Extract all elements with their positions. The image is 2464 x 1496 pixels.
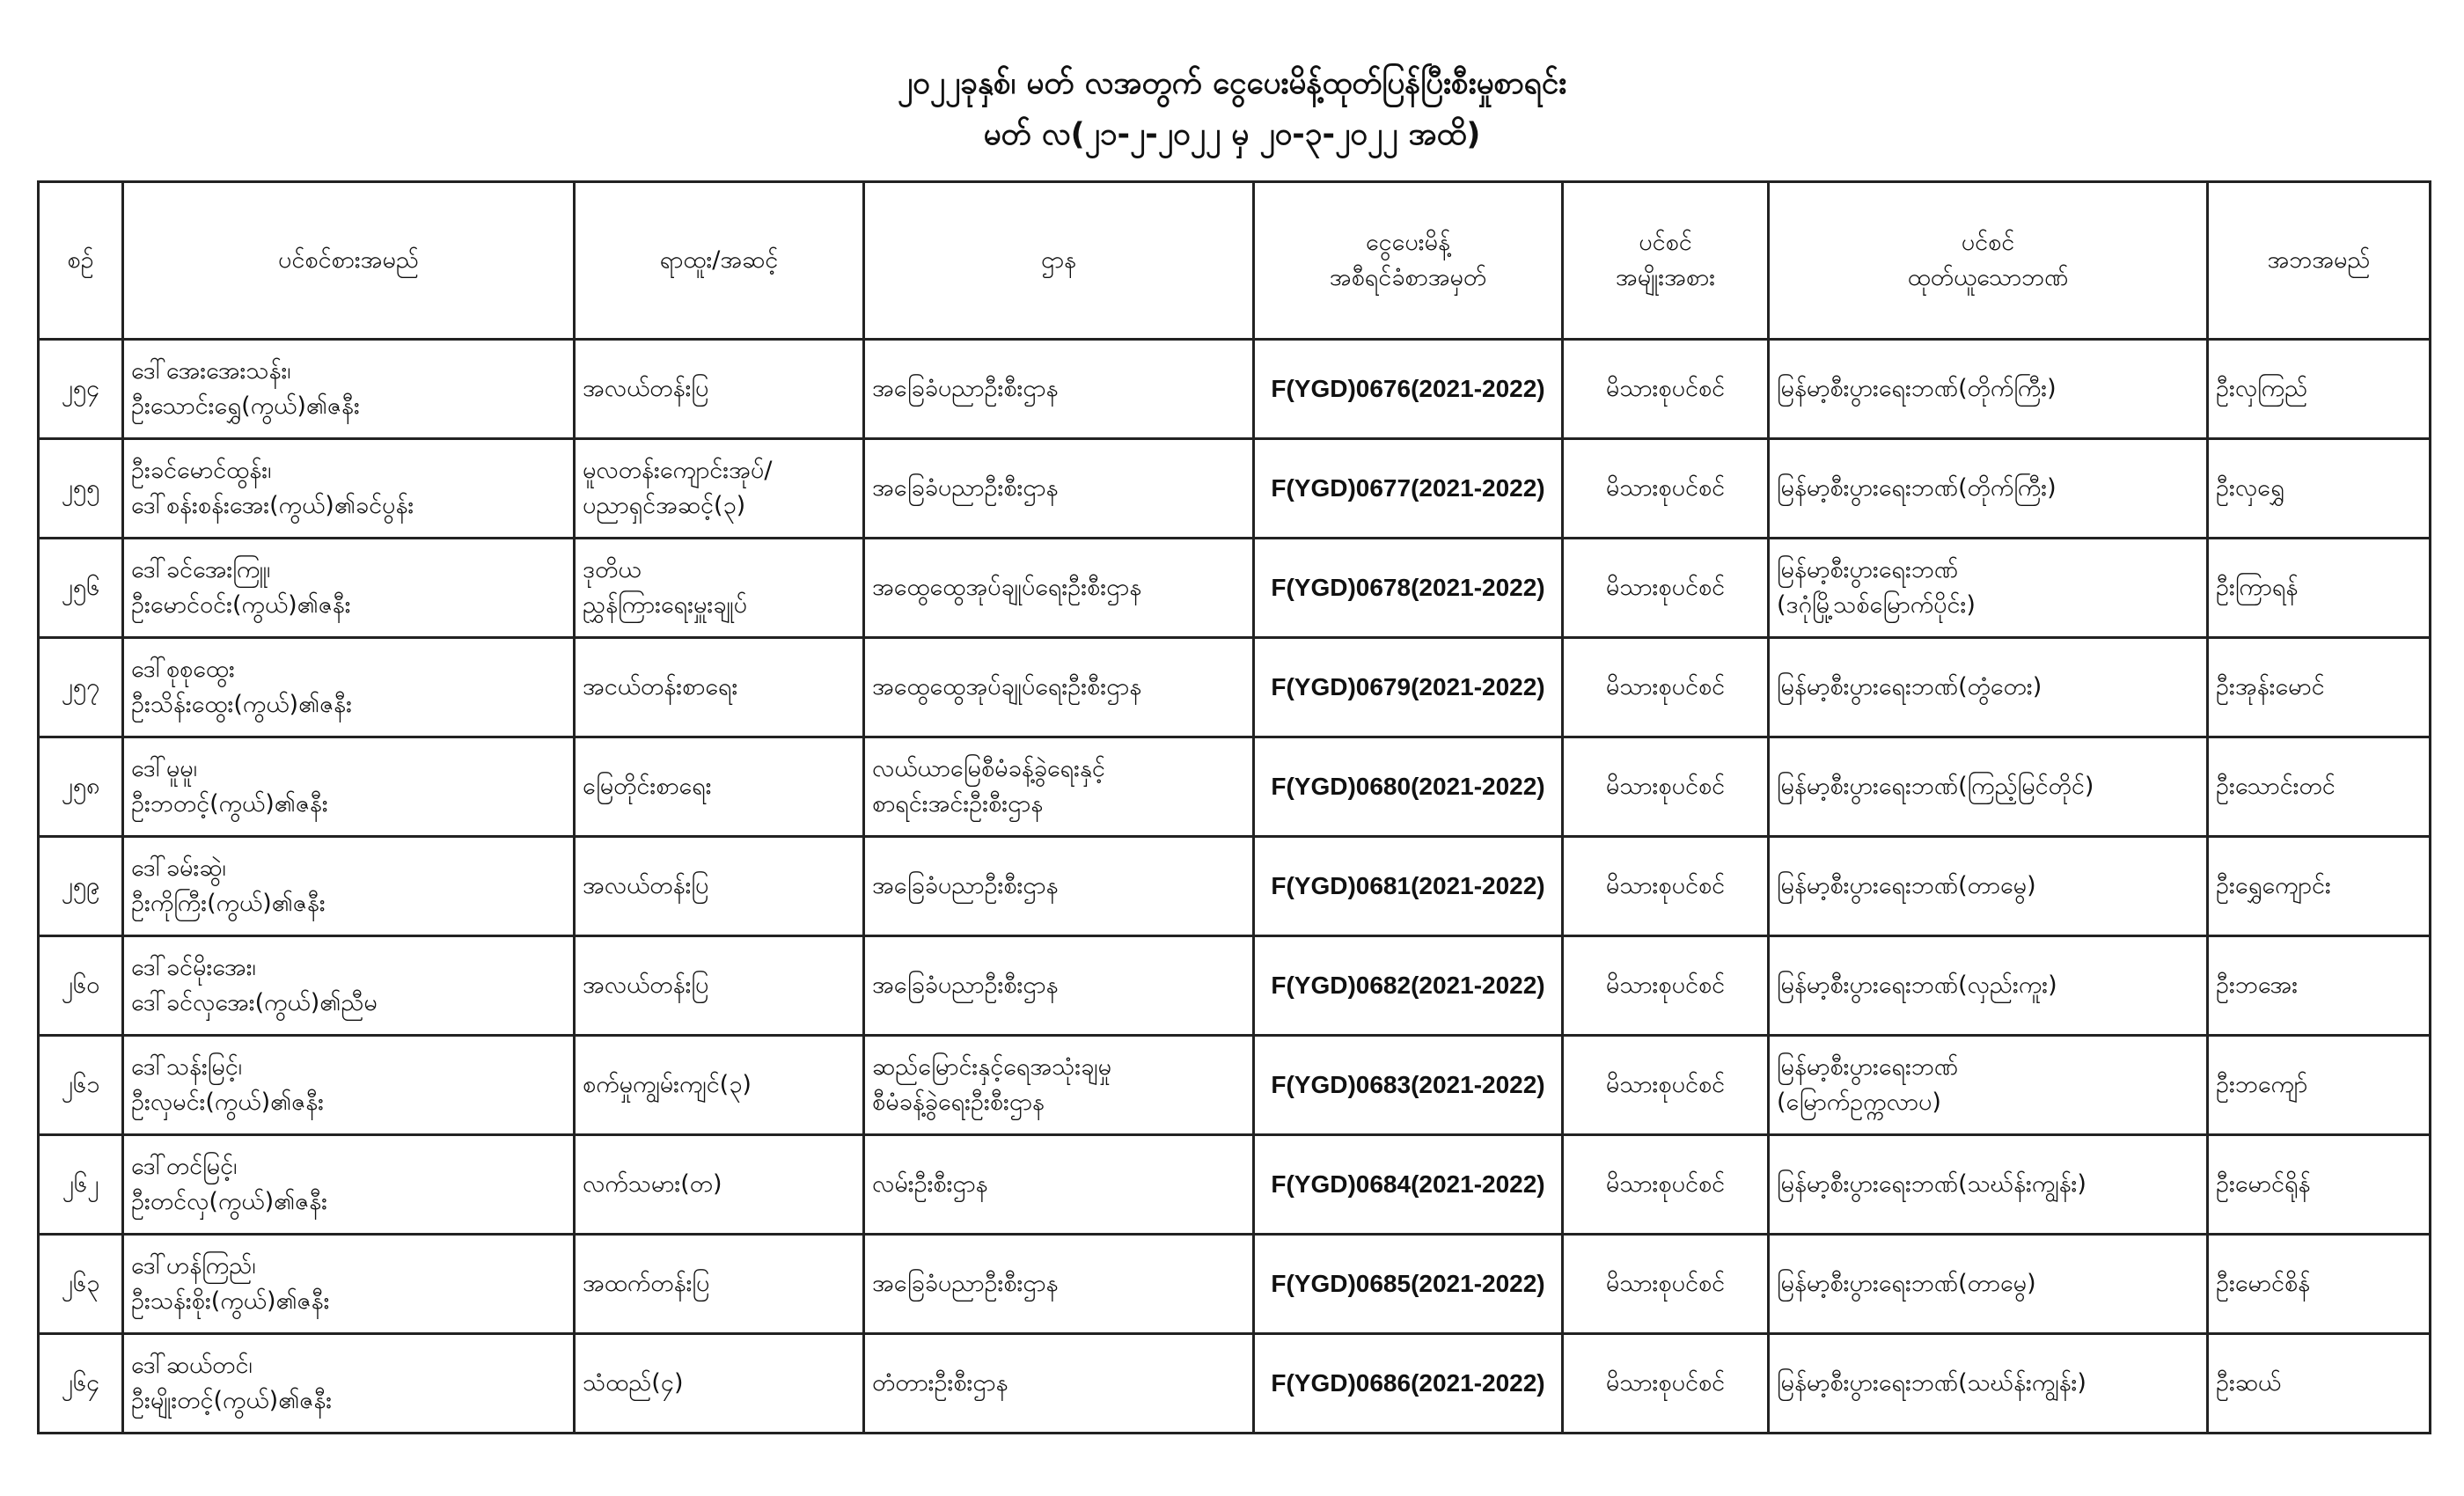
page-title: ၂၀၂၂ခုနှစ်၊ မတ် လအတွက် ငွေပေးမိန့်ထုတ်ပြန်ပြီးစီးမှုစာရင်း <box>897 66 1567 101</box>
bank-cell-line1: မြန်မာ့စီးပွားရေးဘဏ်(တွံတေး) <box>1777 673 2042 700</box>
col-header-father-name: အဘအမည် <box>2208 182 2431 340</box>
father-name: ဦးရွှေကျောင်း <box>2208 837 2431 936</box>
page-header <box>0 58 2464 160</box>
pension-table <box>37 180 2431 1434</box>
department-cell <box>864 1036 1254 1135</box>
row-index: ၂၅၉ <box>39 837 123 936</box>
col-header-bank-line1: ပင်စင် <box>1961 229 2015 256</box>
pensioner-name-line2: ဦးတင်လှ(ကွယ်)၏ဇနီး <box>131 1188 328 1215</box>
bank-cell <box>1769 1036 2208 1135</box>
bank-cell-line1: မြန်မာ့စီးပွားရေးဘဏ်(လှည်းကူး) <box>1777 972 2057 999</box>
pensioner-name-line2: ဦးသောင်းရွှေ(ကွယ်)၏ဇနီး <box>131 392 360 420</box>
pensioner-name <box>123 1036 575 1135</box>
bank-cell-line1: မြန်မာ့စီးပွားရေးဘဏ်(တာမွေ) <box>1777 872 2036 899</box>
row-index: ၂၆၀ <box>39 936 123 1036</box>
col-header-bank-line2: ထုတ်ယူသောဘဏ် <box>1907 264 2069 291</box>
bank-cell <box>1769 837 2208 936</box>
pensioner-name <box>123 936 575 1036</box>
bank-cell-line1: မြန်မာ့စီးပွားရေးဘဏ်(သဃ်န်းကျွန်း) <box>1777 1369 2086 1397</box>
table-body <box>39 340 2431 1434</box>
reference-number: F(YGD)0677(2021-2022) <box>1254 439 1563 539</box>
col-header-name: ပင်စင်စားအမည် <box>123 182 575 340</box>
department-cell <box>864 1235 1254 1334</box>
col-header-pension-type-line2: အမျိုးအစား <box>1615 264 1716 291</box>
col-header-index: စဉ် <box>39 182 123 340</box>
pensioner-name-line1: ဒေါ်မူမူ၊ <box>131 755 197 782</box>
pensioner-name-line2: ဦးဘတင့်(ကွယ်)၏ဇနီး <box>131 790 328 818</box>
pensioner-name-line1: ဒေါ်ဟန်ကြည်၊ <box>131 1252 256 1280</box>
bank-cell <box>1769 340 2208 439</box>
bank-cell-line1: မြန်မာ့စီးပွားရေးဘဏ်(တိုက်ကြီး) <box>1777 375 2057 402</box>
department-cell-line1: အခြေခံပညာဦးစီးဌာန <box>872 1270 1059 1297</box>
col-header-reference-line1: ငွေပေးမိန့် <box>1366 229 1450 256</box>
pension-type: မိသားစုပင်စင် <box>1563 340 1769 439</box>
department-cell-line1: တံတားဦးစီးဌာန <box>872 1369 1008 1397</box>
pension-type: မိသားစုပင်စင် <box>1563 638 1769 737</box>
pensioner-name-line1: ဒေါ်သန်းမြင့်၊ <box>131 1053 243 1081</box>
col-header-rank: ရာထူး/အဆင့် <box>575 182 864 340</box>
col-header-reference <box>1254 182 1563 340</box>
department-cell <box>864 1334 1254 1434</box>
header-row <box>39 182 2431 340</box>
rank-cell-line1: အငယ်တန်းစာရေး <box>583 673 738 700</box>
reference-number: F(YGD)0680(2021-2022) <box>1254 737 1563 837</box>
table-row <box>39 837 2431 936</box>
rank-cell-line1: လက်သမား(တ) <box>583 1170 722 1198</box>
father-name: ဦးမောင်စိန် <box>2208 1235 2431 1334</box>
pension-type: မိသားစုပင်စင် <box>1563 1036 1769 1135</box>
father-name: ဦးမောင်ရိုန် <box>2208 1135 2431 1235</box>
pension-table-container <box>37 180 2429 1434</box>
table-header <box>39 182 2431 340</box>
row-index: ၂၆၂ <box>39 1135 123 1235</box>
pension-type: မိသားစုပင်စင် <box>1563 936 1769 1036</box>
department-cell-line1: လယ်ယာမြေစီမံခန့်ခွဲရေးနှင့် <box>872 755 1105 782</box>
bank-cell-line2: (ဒဂုံမြို့သစ်မြောက်ပိုင်း) <box>1777 591 1976 619</box>
department-cell <box>864 1135 1254 1235</box>
pensioner-name-line2: ဦးလှမင်း(ကွယ်)၏ဇနီး <box>131 1089 325 1116</box>
table-row <box>39 638 2431 737</box>
father-name: ဦးကြာရန် <box>2208 539 2431 638</box>
bank-cell <box>1769 737 2208 837</box>
col-header-pension-type <box>1563 182 1769 340</box>
row-index: ၂၅၅ <box>39 439 123 539</box>
pensioner-name-line1: ဒေါ်ခင်မိုးအေး၊ <box>131 954 256 981</box>
father-name: ဦးဘကျော် <box>2208 1036 2431 1135</box>
reference-number: F(YGD)0681(2021-2022) <box>1254 837 1563 936</box>
reference-number: F(YGD)0685(2021-2022) <box>1254 1235 1563 1334</box>
bank-cell-line2: (မြောက်ဥက္ကလာပ) <box>1777 1089 1941 1116</box>
department-cell-line1: အထွေထွေအုပ်ချုပ်ရေးဦးစီးဌာန <box>872 574 1142 601</box>
department-cell <box>864 539 1254 638</box>
table-row <box>39 539 2431 638</box>
bank-cell <box>1769 1135 2208 1235</box>
table-row <box>39 1135 2431 1235</box>
col-header-pension-type-line1: ပင်စင် <box>1639 229 1692 256</box>
table-row <box>39 1334 2431 1434</box>
rank-cell <box>575 638 864 737</box>
rank-cell-line1: သံထည်(၄) <box>583 1369 684 1397</box>
page-subtitle: မတ် လ(၂၁-၂-၂၀၂၂ မှ ၂၀-၃-၂၀၂၂ အထိ) <box>983 117 1481 152</box>
rank-cell-line1: အလယ်တန်းပြ <box>583 972 709 999</box>
pensioner-name <box>123 439 575 539</box>
bank-cell <box>1769 1334 2208 1434</box>
table-row <box>39 340 2431 439</box>
pensioner-name-line2: ဦးကိုကြီး(ကွယ်)၏ဇနီး <box>131 890 326 917</box>
rank-cell-line1: မြေတိုင်းစာရေး <box>583 773 712 800</box>
rank-cell-line1: မူလတန်းကျောင်းအုပ်/ <box>583 457 773 484</box>
rank-cell-line1: အလယ်တန်းပြ <box>583 375 709 402</box>
bank-cell <box>1769 1235 2208 1334</box>
reference-number: F(YGD)0686(2021-2022) <box>1254 1334 1563 1434</box>
department-cell <box>864 340 1254 439</box>
department-cell-line1: အခြေခံပညာဦးစီးဌာန <box>872 872 1059 899</box>
row-index: ၂၅၇ <box>39 638 123 737</box>
pension-type: မိသားစုပင်စင် <box>1563 1334 1769 1434</box>
pensioner-name-line1: ဒေါ်ခင်အေးကြူ၊ <box>131 556 271 583</box>
rank-cell <box>575 737 864 837</box>
rank-cell <box>575 1135 864 1235</box>
bank-cell-line1: မြန်မာ့စီးပွားရေးဘဏ်(ကြည့်မြင်တိုင်) <box>1777 773 2094 800</box>
pensioner-name <box>123 737 575 837</box>
department-cell-line1: လမ်းဦးစီးဌာန <box>872 1170 988 1198</box>
pensioner-name <box>123 539 575 638</box>
rank-cell-line1: ဒုတိယ <box>583 556 642 583</box>
reference-number: F(YGD)0682(2021-2022) <box>1254 936 1563 1036</box>
pension-type: မိသားစုပင်စင် <box>1563 1235 1769 1334</box>
pensioner-name-line1: ဒေါ်အေးအေးသန်း၊ <box>131 357 291 385</box>
rank-cell <box>575 340 864 439</box>
father-name: ဦးဆယ် <box>2208 1334 2431 1434</box>
reference-number: F(YGD)0678(2021-2022) <box>1254 539 1563 638</box>
row-index: ၂၅၄ <box>39 340 123 439</box>
table-row <box>39 1036 2431 1135</box>
bank-cell-line1: မြန်မာ့စီးပွားရေးဘဏ် <box>1777 1053 1959 1081</box>
department-cell-line1: ဆည်မြောင်းနှင့်ရေအသုံးချမှု <box>872 1053 1112 1081</box>
reference-number: F(YGD)0679(2021-2022) <box>1254 638 1563 737</box>
rank-cell <box>575 936 864 1036</box>
reference-number: F(YGD)0676(2021-2022) <box>1254 340 1563 439</box>
department-cell <box>864 439 1254 539</box>
bank-cell <box>1769 539 2208 638</box>
table-row <box>39 936 2431 1036</box>
department-cell <box>864 936 1254 1036</box>
row-index: ၂၅၈ <box>39 737 123 837</box>
rank-cell-line1: အထက်တန်းပြ <box>583 1270 710 1297</box>
rank-cell <box>575 1235 864 1334</box>
department-cell <box>864 837 1254 936</box>
department-cell-line1: အခြေခံပညာဦးစီးဌာန <box>872 972 1059 999</box>
father-name: ဦးဘအေး <box>2208 936 2431 1036</box>
department-cell-line1: အခြေခံပညာဦးစီးဌာန <box>872 375 1059 402</box>
pensioner-name-line2: ဒေါ်စန်းစန်းအေး(ကွယ်)၏ခင်ပွန်း <box>131 492 414 519</box>
rank-cell <box>575 837 864 936</box>
bank-cell-line1: မြန်မာ့စီးပွားရေးဘဏ် <box>1777 556 1959 583</box>
bank-cell-line1: မြန်မာ့စီးပွားရေးဘဏ်(တာမွေ) <box>1777 1270 2036 1297</box>
row-index: ၂၆၁ <box>39 1036 123 1135</box>
pensioner-name <box>123 1235 575 1334</box>
table-row <box>39 737 2431 837</box>
reference-number: F(YGD)0684(2021-2022) <box>1254 1135 1563 1235</box>
rank-cell-line2: ညွှန်ကြားရေးမှူးချုပ် <box>583 591 748 619</box>
father-name: ဦးသောင်းတင် <box>2208 737 2431 837</box>
department-cell-line1: အခြေခံပညာဦးစီးဌာန <box>872 474 1059 502</box>
pensioner-name-line2: ဦးသိန်းထွေး(ကွယ်)၏ဇနီး <box>131 691 353 718</box>
rank-cell <box>575 539 864 638</box>
table-row <box>39 439 2431 539</box>
pension-type: မိသားစုပင်စင် <box>1563 439 1769 539</box>
rank-cell-line1: အလယ်တန်းပြ <box>583 872 709 899</box>
bank-cell <box>1769 638 2208 737</box>
col-header-reference-line2: အစီရင်ခံစာအမှတ် <box>1329 264 1487 291</box>
department-cell-line2: စီမံခန့်ခွဲရေးဦးစီးဌာန <box>872 1089 1045 1116</box>
department-cell <box>864 737 1254 837</box>
table-row <box>39 1235 2431 1334</box>
pension-type: မိသားစုပင်စင် <box>1563 737 1769 837</box>
pensioner-name <box>123 1135 575 1235</box>
father-name: ဦးအုန်းမောင် <box>2208 638 2431 737</box>
reference-number: F(YGD)0683(2021-2022) <box>1254 1036 1563 1135</box>
bank-cell <box>1769 936 2208 1036</box>
rank-cell <box>575 1036 864 1135</box>
pension-type: မိသားစုပင်စင် <box>1563 1135 1769 1235</box>
rank-cell <box>575 439 864 539</box>
pensioner-name-line2: ဦးသန်းစိုး(ကွယ်)၏ဇနီး <box>131 1287 330 1315</box>
pensioner-name-line1: ဒေါ်ဆယ်တင်၊ <box>131 1352 253 1379</box>
pensioner-name <box>123 340 575 439</box>
bank-cell <box>1769 439 2208 539</box>
father-name: ဦးလှကြည် <box>2208 340 2431 439</box>
row-index: ၂၆၃ <box>39 1235 123 1334</box>
pensioner-name <box>123 837 575 936</box>
pensioner-name-line1: ဒေါ်စုစုထွေး <box>131 656 235 683</box>
department-cell-line2: စာရင်းအင်းဦးစီးဌာန <box>872 790 1044 818</box>
pensioner-name <box>123 1334 575 1434</box>
pension-type: မိသားစုပင်စင် <box>1563 539 1769 638</box>
father-name: ဦးလှရွှေ <box>2208 439 2431 539</box>
col-header-bank <box>1769 182 2208 340</box>
row-index: ၂၅၆ <box>39 539 123 638</box>
pensioner-name-line1: ဦးခင်မောင်ထွန်း၊ <box>131 457 272 484</box>
pensioner-name-line2: ဦးမောင်ဝင်း(ကွယ်)၏ဇနီး <box>131 591 351 619</box>
pensioner-name-line1: ဒေါ်တင်မြင့်၊ <box>131 1153 238 1180</box>
pension-type: မိသားစုပင်စင် <box>1563 837 1769 936</box>
department-cell <box>864 638 1254 737</box>
row-index: ၂၆၄ <box>39 1334 123 1434</box>
rank-cell-line1: စက်မှုကျွမ်းကျင်(၃) <box>583 1071 752 1098</box>
rank-cell <box>575 1334 864 1434</box>
pensioner-name-line2: ဦးမျိုးတင့်(ကွယ်)၏ဇနီး <box>131 1387 333 1414</box>
department-cell-line1: အထွေထွေအုပ်ချုပ်ရေးဦးစီးဌာန <box>872 673 1142 700</box>
pensioner-name <box>123 638 575 737</box>
bank-cell-line1: မြန်မာ့စီးပွားရေးဘဏ်(တိုက်ကြီး) <box>1777 474 2057 502</box>
pensioner-name-line1: ဒေါ်ခမ်းဆွဲ၊ <box>131 854 226 882</box>
pensioner-name-line2: ဒေါ်ခင်လှအေး(ကွယ်)၏ညီမ <box>131 989 378 1016</box>
col-header-department: ဌာန <box>864 182 1254 340</box>
rank-cell-line2: ပညာရှင်အဆင့်(၃) <box>583 492 746 519</box>
bank-cell-line1: မြန်မာ့စီးပွားရေးဘဏ်(သဃ်န်းကျွန်း) <box>1777 1170 2086 1198</box>
